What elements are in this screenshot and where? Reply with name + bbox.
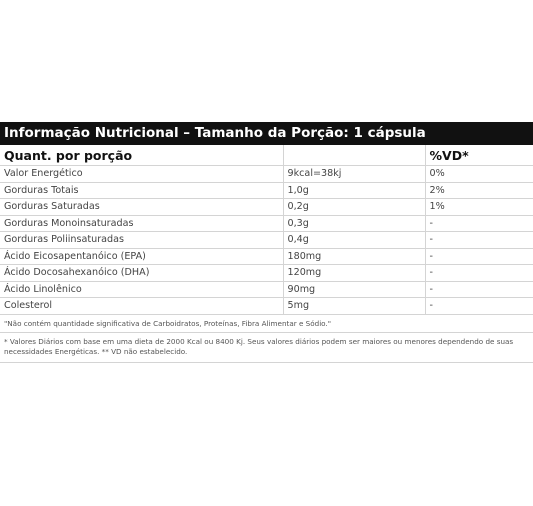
nutrient-amount: 180mg <box>283 248 425 265</box>
nutrient-amount: 0,2g <box>283 199 425 216</box>
nutrient-name: Gorduras Monoinsaturadas <box>0 215 283 232</box>
nutrient-amount: 9kcal=38kj <box>283 166 425 183</box>
nutrient-daily-value: 0% <box>425 166 533 183</box>
table-row <box>0 182 533 199</box>
table-row <box>0 265 533 282</box>
nutrient-daily-value: - <box>425 232 533 249</box>
table-row <box>0 199 533 216</box>
nutrition-title: Informação Nutricional – Tamanho da Porção: 1 cápsula <box>0 122 533 145</box>
nutrient-amount: 5mg <box>283 298 425 315</box>
nutrient-amount: 1,0g <box>283 182 425 199</box>
nutrient-name: Ácido Eicosapentanóico (EPA) <box>0 248 283 265</box>
nutrient-name: Valor Energético <box>0 166 283 183</box>
table-row <box>0 298 533 315</box>
nutrient-name: Ácido Linolênico <box>0 281 283 298</box>
table-row <box>0 232 533 249</box>
nutrition-facts-panel <box>0 122 533 363</box>
nutrient-daily-value: - <box>425 215 533 232</box>
nutrient-daily-value: - <box>425 248 533 265</box>
nutrient-daily-value: 2% <box>425 182 533 199</box>
nutrient-amount: 120mg <box>283 265 425 282</box>
nutrient-amount: 90mg <box>283 281 425 298</box>
nutrient-name: Gorduras Totais <box>0 182 283 199</box>
nutrient-name: Ácido Docosahexanóico (DHA) <box>0 265 283 282</box>
footnote-not-significant: "Não contém quantidade significativa de Carboidratos, Proteínas, Fibra Alimentar e Sódio." <box>0 315 533 333</box>
table-row <box>0 166 533 183</box>
nutrient-daily-value: - <box>425 281 533 298</box>
header-daily-value: %VD* <box>425 145 533 166</box>
header-amount <box>283 145 425 166</box>
table-row <box>0 248 533 265</box>
footnotes <box>0 315 533 363</box>
nutrient-amount: 0,3g <box>283 215 425 232</box>
nutrient-daily-value: - <box>425 265 533 282</box>
table-row <box>0 281 533 298</box>
nutrient-name: Colesterol <box>0 298 283 315</box>
nutrient-name: Gorduras Poliinsaturadas <box>0 232 283 249</box>
header-quantity-per-serving: Quant. por porção <box>0 145 283 166</box>
nutrition-table <box>0 145 533 315</box>
nutrient-daily-value: - <box>425 298 533 315</box>
footnote-daily-values: * Valores Diários com base em uma dieta de 2000 Kcal ou 8400 Kj. Seus valores diários podem ser maiores ou menores dependendo de suas necessidades Energéticas. ** VD não estabelecido. <box>0 333 533 363</box>
nutrient-daily-value: 1% <box>425 199 533 216</box>
table-header-row <box>0 145 533 166</box>
table-row <box>0 215 533 232</box>
nutrient-amount: 0,4g <box>283 232 425 249</box>
nutrient-name: Gorduras Saturadas <box>0 199 283 216</box>
